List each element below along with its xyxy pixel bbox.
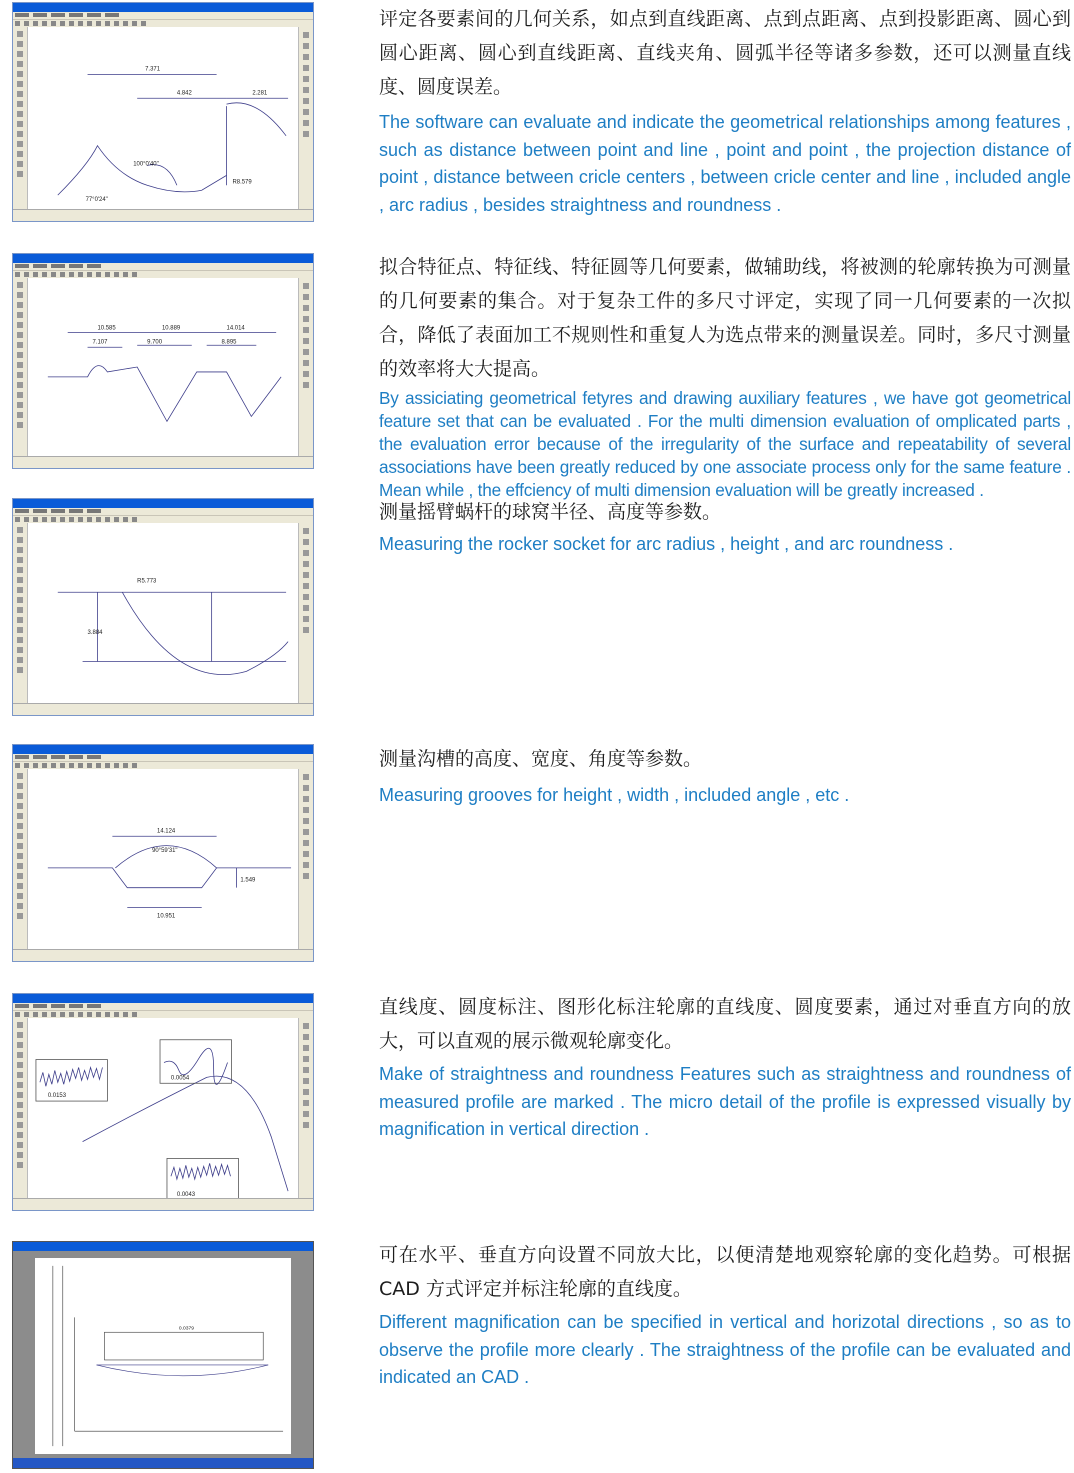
window-titlebar bbox=[13, 254, 313, 263]
drawing-canvas bbox=[28, 278, 298, 456]
status-bar bbox=[13, 949, 313, 961]
description-en: Make of straightness and roundness Features such as straightness and roundness of measured profile are marked . The micro detail of the profile is expressed visually by magnification in vertical direction . bbox=[379, 1064, 1071, 1139]
description-zh: 直线度、圆度标注、图形化标注轮廓的直线度、圆度要素，通过对垂直方向的放大，可以直观的展示微观轮廓变化。 bbox=[379, 996, 1071, 1052]
menu-bar bbox=[13, 754, 313, 762]
dim-text: 1.549 bbox=[240, 877, 256, 884]
drawing-canvas bbox=[28, 769, 298, 949]
dim-text: 14.014 bbox=[226, 325, 245, 332]
window-titlebar bbox=[13, 3, 313, 12]
status-bar bbox=[13, 456, 313, 468]
left-tool-palette bbox=[13, 27, 28, 209]
right-tool-palette bbox=[298, 1018, 313, 1198]
dim-text: 9.700 bbox=[147, 339, 163, 346]
software-screenshot-5 bbox=[12, 993, 314, 1211]
value-text: 0.0043 bbox=[176, 1192, 196, 1198]
dim-text: 14.124 bbox=[157, 828, 176, 835]
description-en: The software can evaluate and indicate the geometrical relationships among features , such as distance between point and line , point and point , the projection distance of point , distance between cricle centers , between cricle center and line , included angle , arc radius , besides straightness and roundness . bbox=[379, 112, 1071, 215]
value-text: 0.0379 bbox=[178, 1326, 195, 1332]
description-en: By assiciating geometrical fetyres and drawing auxiliary features , we have got geometrical feature set that can be evaluated . For the multi dimension evaluation of omplicated parts , the evaluation error because of the irregularity of the surface and repeatability of several associations have been greatly reduced by one associate process only for the same feature . Mean while , the effciency of multi dimension evaluation will be greatly increased . bbox=[379, 388, 1071, 500]
right-tool-palette bbox=[298, 27, 313, 209]
software-screenshot-2 bbox=[12, 253, 314, 469]
description-zh: 拟合特征点、特征线、特征圆等几何要素，做辅助线，将被测的轮廓转换为可测量的几何要素的集合。对于复杂工件的多尺寸评定，实现了同一几何要素的一次拟合，降低了表面加工不规则性和重复人为选点带来的测量误差。同时，多尺寸测量的效率将大大提高。 bbox=[379, 256, 1071, 380]
angle-text: 90°59'31" bbox=[152, 848, 178, 855]
description-zh: 评定各要素间的几何关系，如点到直线距离、点到点距离、点到投影距离、圆心到圆心距离、圆心到直线距离、直线夹角、圆弧半径等诸多参数，还可以测量直线度、圆度误差。 bbox=[379, 8, 1071, 98]
dim-text: 7.107 bbox=[92, 339, 108, 346]
dim-text: 7.371 bbox=[145, 66, 161, 73]
right-tool-palette bbox=[298, 523, 313, 703]
taskbar bbox=[13, 1458, 313, 1468]
dim-text: 4.842 bbox=[176, 90, 192, 97]
window-titlebar bbox=[13, 994, 313, 1003]
angle-text: 100°0'40" bbox=[133, 161, 159, 168]
description-zh: 可在水平、垂直方向设置不同放大比，以便清楚地观察轮廓的变化趋势。可根据 CAD 方式评定并标注轮廓的直线度。 bbox=[379, 1244, 1071, 1300]
right-tool-palette bbox=[298, 278, 313, 456]
radius-text: R8.579 bbox=[232, 179, 252, 186]
status-bar bbox=[13, 703, 313, 715]
description-zh: 测量沟槽的高度、宽度、角度等参数。 bbox=[379, 748, 703, 770]
description-zh: 测量摇臂蜗杆的球窝半径、高度等参数。 bbox=[379, 501, 722, 523]
value-text: 0.0153 bbox=[47, 1093, 67, 1100]
software-screenshot-1 bbox=[12, 2, 314, 222]
menu-bar bbox=[13, 508, 313, 516]
dim-text: 10.585 bbox=[97, 325, 116, 332]
angle-text: 77°0'24" bbox=[85, 197, 108, 204]
description-en: Measuring grooves for height , width , included angle , etc . bbox=[379, 785, 850, 805]
left-tool-palette bbox=[13, 278, 28, 456]
dim-text: 2.281 bbox=[252, 90, 268, 97]
dim-text: 3.884 bbox=[87, 629, 103, 636]
report-screenshot bbox=[12, 1241, 314, 1469]
right-tool-palette bbox=[298, 769, 313, 949]
dim-text: 10.889 bbox=[162, 325, 181, 332]
menu-bar bbox=[13, 12, 313, 20]
software-screenshot-3 bbox=[12, 498, 314, 716]
window-titlebar bbox=[13, 745, 313, 754]
dim-text: 10.951 bbox=[157, 913, 176, 920]
status-bar bbox=[13, 1198, 313, 1210]
left-tool-palette bbox=[13, 1018, 28, 1198]
dim-text: 8.895 bbox=[221, 339, 237, 346]
drawing-canvas bbox=[28, 27, 298, 209]
status-bar bbox=[13, 209, 313, 221]
radius-text: R5.773 bbox=[137, 578, 157, 585]
value-text: 0.0054 bbox=[170, 1075, 190, 1082]
description-en: Measuring the rocker socket for arc radius , height , and arc roundness . bbox=[379, 534, 954, 554]
drawing-canvas bbox=[28, 523, 298, 703]
report-page bbox=[35, 1258, 291, 1454]
menu-bar bbox=[13, 263, 313, 271]
window-titlebar bbox=[13, 1242, 313, 1251]
menu-bar bbox=[13, 1003, 313, 1011]
left-tool-palette bbox=[13, 523, 28, 703]
description-en: Different magnification can be specified in vertical and horizotal directions , so as to observe the profile more clearly . The straightness of the profile can be evaluated and indicated an CAD . bbox=[379, 1312, 1071, 1387]
drawing-canvas bbox=[28, 1018, 298, 1198]
left-tool-palette bbox=[13, 769, 28, 949]
window-titlebar bbox=[13, 499, 313, 508]
software-screenshot-4 bbox=[12, 744, 314, 962]
